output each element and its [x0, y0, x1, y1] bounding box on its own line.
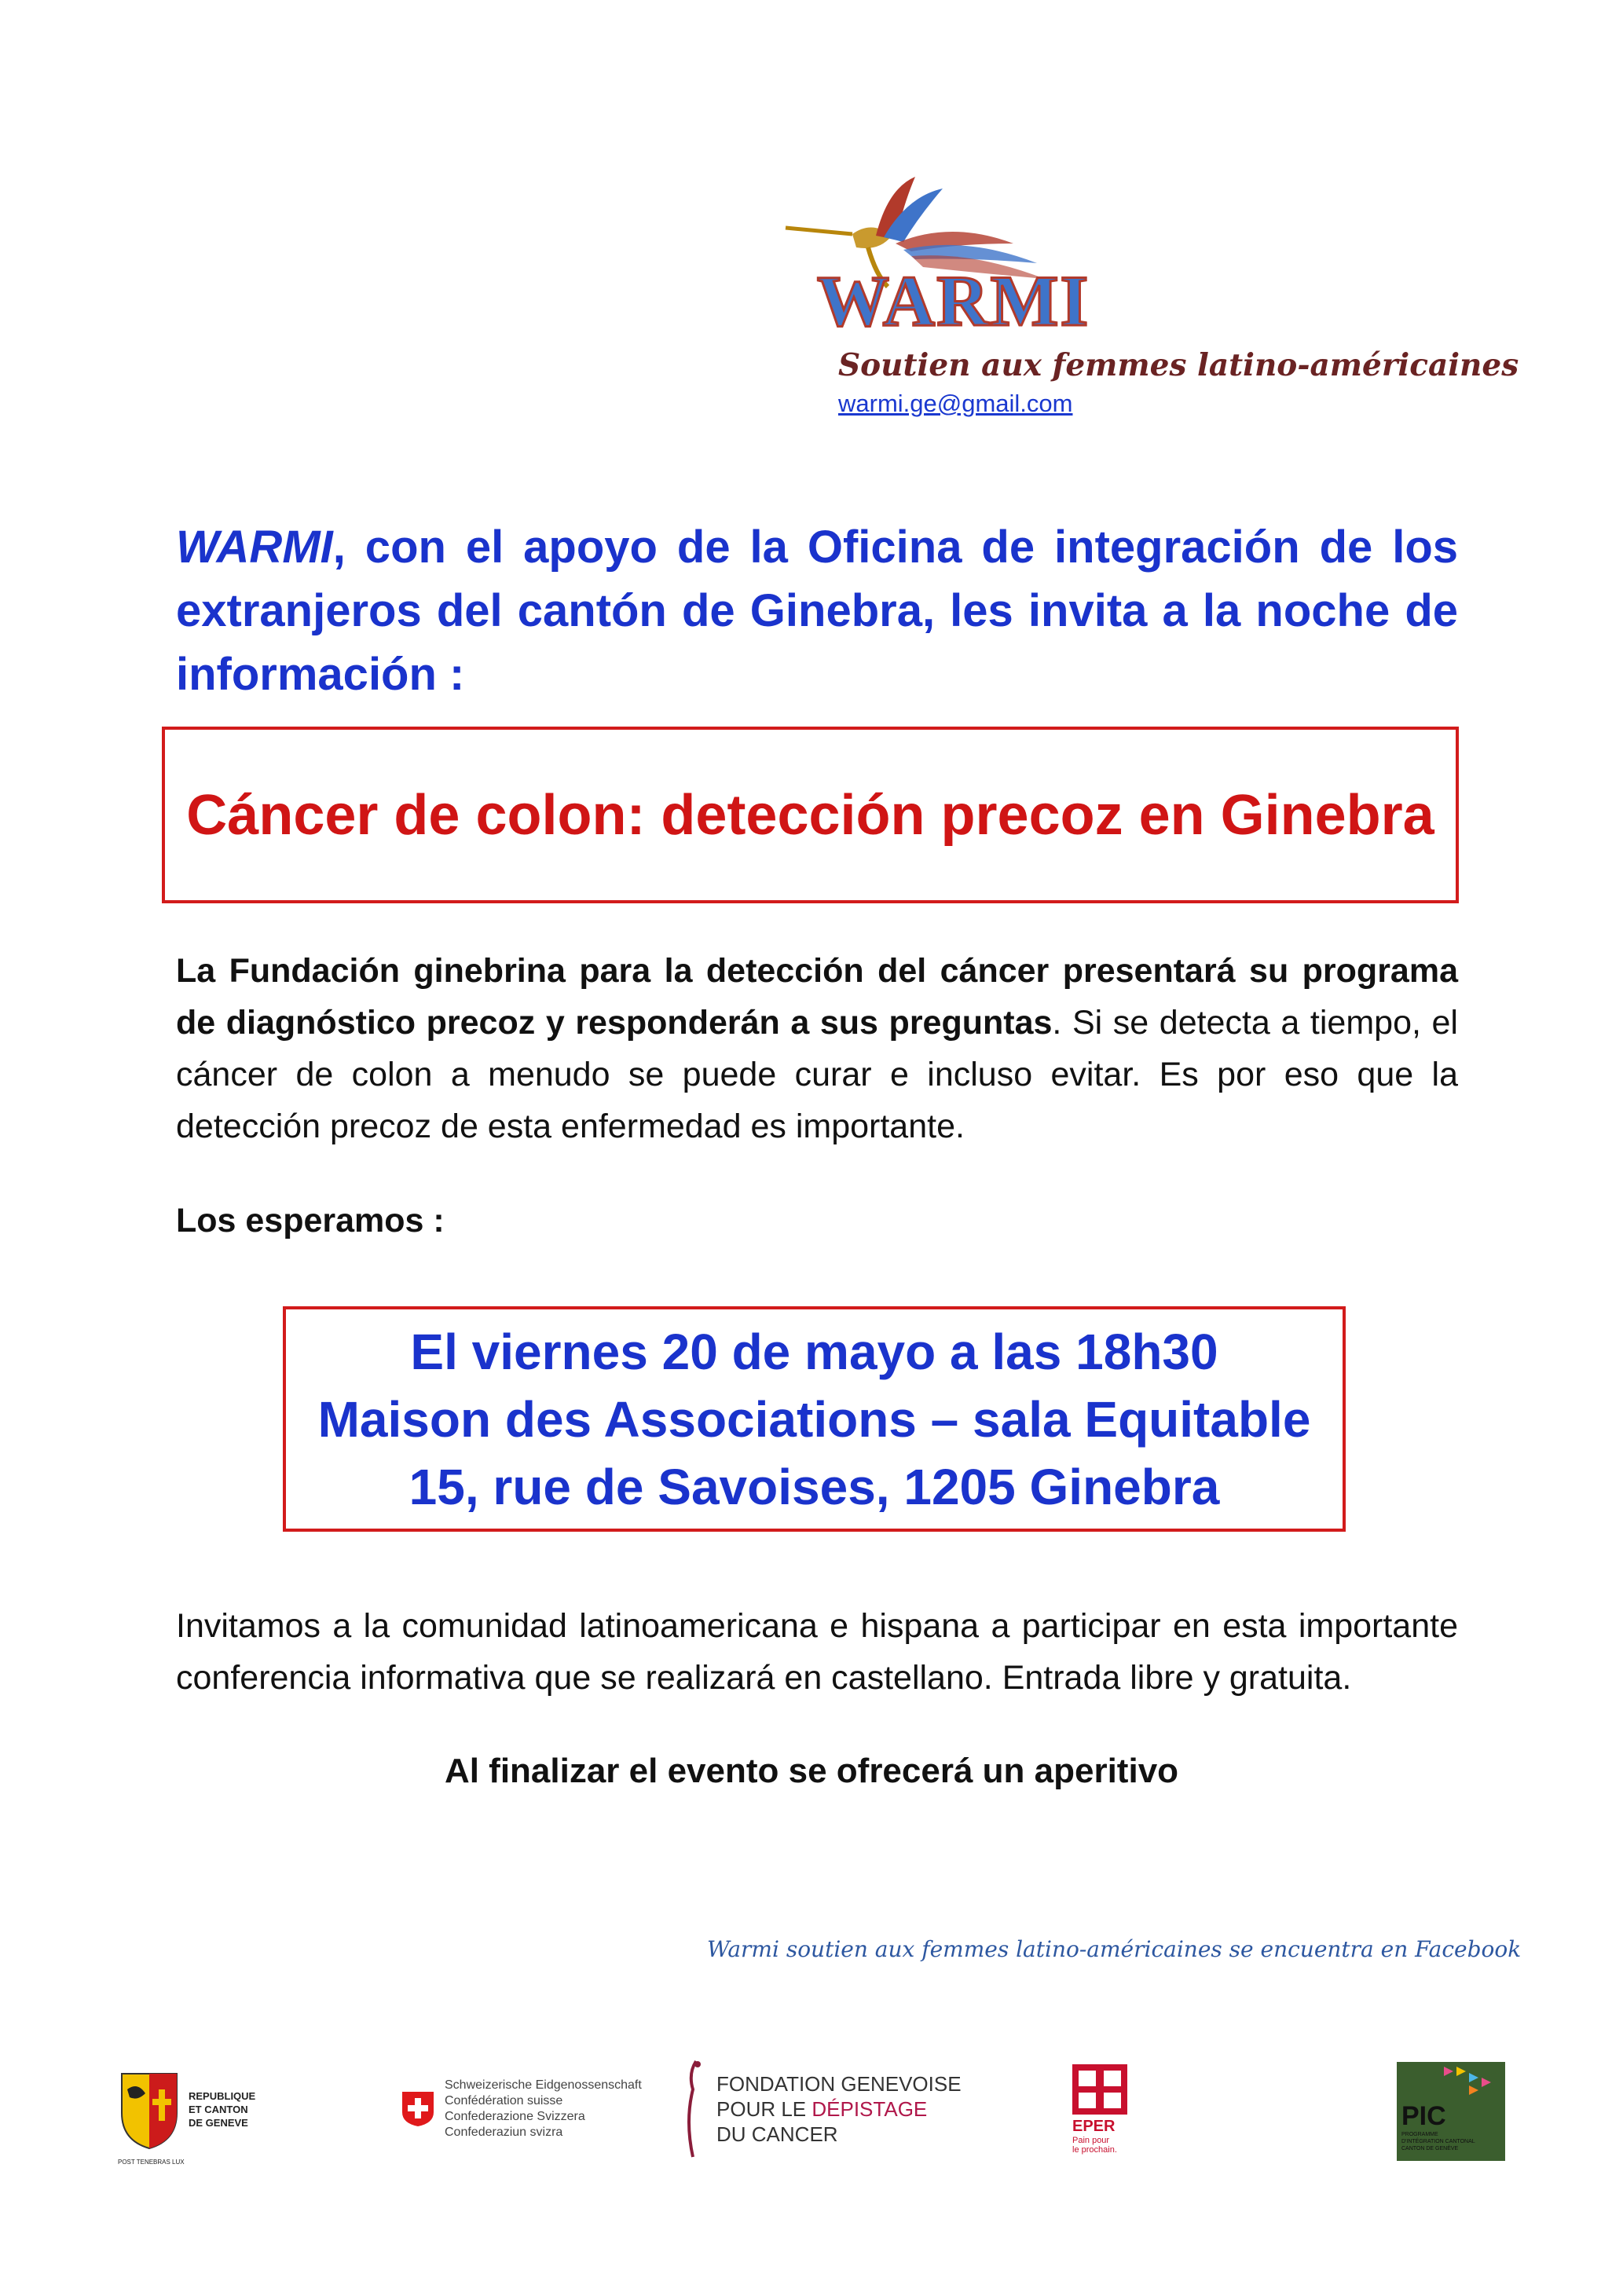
geneve-logo — [118, 2058, 256, 2166]
warmi-logo — [778, 173, 1155, 346]
logo-wordmark: WARMI — [817, 261, 1090, 341]
fondation-line-3: DU CANCER — [716, 2122, 838, 2146]
invite-paragraph: Invitamos a la comunidad latinoamericana e hispana a participar en esta importante conferencia informativa que se realizará en castellano. Entrada libre y gratuita. — [176, 1607, 1458, 1697]
aperitif-note: Al finalizar el evento se ofrecerá un aperitivo — [444, 1752, 1179, 1790]
body-paragraph — [176, 945, 1458, 1152]
eper-grain-icon — [1072, 2064, 1127, 2115]
pic-name: PIC — [1401, 2101, 1446, 2131]
body-bold: La Fundación ginebrina para la detección del cáncer presentará su programa de diagnóstico precoz y responderán a sus preguntas — [176, 952, 1458, 1042]
pic-logo — [1397, 2062, 1505, 2161]
tagline: Soutien aux femmes latino-américaines — [838, 347, 1519, 383]
geneve-line-1: REPUBLIQUE — [189, 2089, 256, 2102]
eper-sub-1: Pain pour — [1072, 2135, 1110, 2145]
pic-sub-3: CANTON DE GENÈVE — [1401, 2146, 1459, 2151]
swiss-cross-icon — [401, 2090, 435, 2128]
we-wait-label: Los esperamos : — [176, 1202, 445, 1240]
swiss-line-1: Schweizerische Eidgenossenschaft — [445, 2078, 642, 2092]
fondation-line-2-highlight: DÉPISTAGE — [812, 2097, 928, 2121]
geneve-motto: POST TENEBRAS LUX — [118, 2159, 185, 2166]
swiss-line-4: Confederaziun svizra — [445, 2126, 563, 2139]
intro-org: WARMI — [176, 522, 333, 573]
pic-sub-2: D'INTÉGRATION CANTONAL — [1401, 2139, 1475, 2144]
intro-paragraph — [176, 515, 1458, 706]
geneva-coat-of-arms-icon — [118, 2066, 181, 2152]
event-date: El viernes 20 de mayo a las 18h30 — [410, 1323, 1218, 1380]
swiss-line-2: Confédération suisse — [445, 2094, 563, 2107]
fondation-ribbon-icon — [682, 2058, 705, 2160]
eper-name: EPER — [1072, 2117, 1116, 2135]
event-venue: Maison des Associations – sala Equitable — [317, 1390, 1311, 1448]
pic-sub-1: PROGRAMME — [1401, 2132, 1438, 2137]
page-title: Cáncer de colon: detección precoz en Ginebra — [186, 783, 1434, 847]
facebook-note: Warmi soutien aux femmes latino-américaines se encuentra en Facebook — [707, 1936, 1522, 1962]
geneve-line-3: DE GENEVE — [189, 2116, 248, 2129]
intro-text: , con el apoyo de la Oficina de integración de los extranjeros del cantón de Ginebra, les invita a la noche de información : — [176, 522, 1458, 700]
eper-sub-2: le prochain. — [1072, 2144, 1117, 2155]
event-address: 15, rue de Savoises, 1205 Ginebra — [408, 1458, 1220, 1515]
body-rest: . Si se detecta a tiempo, el cáncer de colon a menudo se puede curar e incluso evitar. Es por eso que la detección precoz de esta enfermedad es importante. — [176, 1004, 1458, 1145]
fondation-logo — [682, 2058, 962, 2160]
email-link[interactable]: warmi.ge@gmail.com — [838, 390, 1073, 417]
swiss-confederation-logo — [401, 2058, 642, 2160]
fondation-line-1: FONDATION GENEVOISE — [716, 2072, 962, 2096]
fondation-line-2: POUR LE — [716, 2097, 812, 2121]
title-box — [162, 727, 1459, 903]
pic-triangles-icon — [1397, 2062, 1505, 2101]
geneve-line-2: ET CANTON — [189, 2103, 248, 2115]
event-box — [283, 1306, 1346, 1532]
swiss-line-3: Confederazione Svizzera — [445, 2110, 585, 2123]
eper-logo — [1072, 2058, 1127, 2160]
